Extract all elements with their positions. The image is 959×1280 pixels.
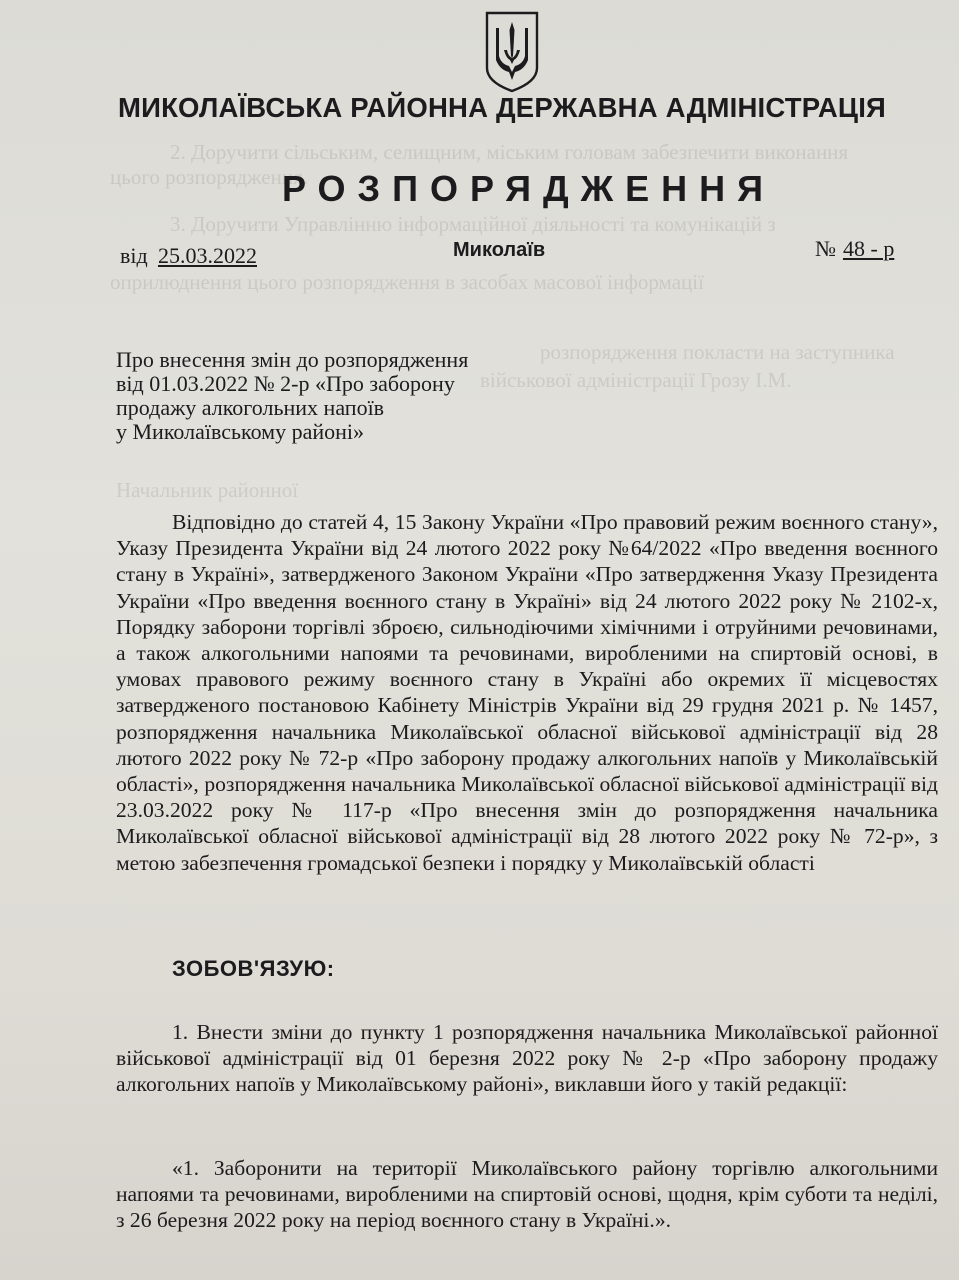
show-through-text: Начальник районної (116, 478, 299, 502)
document-date: 25.03.2022 (158, 243, 257, 268)
show-through-text: військової адміністрації Грозу І.М. (480, 368, 792, 392)
order-heading: ЗОБОВ'ЯЗУЮ: (172, 956, 335, 981)
date-label: від (120, 243, 148, 268)
trident-coat-of-arms-icon (483, 10, 541, 94)
city-name: Миколаїв (453, 239, 546, 261)
item-1-paragraph (116, 1019, 938, 1098)
subject-line: продажу алкогольних напоїв (116, 395, 385, 420)
show-through-text: 3. Доручити Управлінню інформаційної діяльності та комунікацій з (170, 212, 776, 236)
preamble-paragraph (116, 509, 938, 876)
show-through-text: цього розпорядження. (110, 165, 308, 189)
document-number: 48 - р (843, 236, 895, 261)
subject-line: Про внесення змін до розпорядження (116, 347, 469, 372)
subject-block (116, 348, 536, 444)
show-through-text: 2. Доручити сільським, селищним, міським головам забезпечити виконання (170, 140, 849, 164)
document-type-title: РОЗПОРЯДЖЕННЯ (282, 168, 776, 209)
subject-line: від 01.03.2022 № 2-р «Про заборону (116, 371, 455, 396)
subject-line: у Миколаївському районі» (116, 419, 365, 444)
show-through-text: розпорядження покласти на заступника (540, 340, 895, 364)
show-through-text: оприлюднення цього розпорядження в засобах масової інформації (110, 270, 704, 294)
preamble-text: Відповідно до статей 4, 15 Закону України «Про правовий режим воєнного стану», Указу Президента України від 24 лютого 2022 року №64/2022 «Про введення воєнного стану в Україні», затвердженого Законом України «Про затвердження Указу Президента України «Про введення воєнного стану в Україні» від 24 лютого 2022 року № 2102-х, Порядку заборони торгівлі зброєю, сильнодіючими хімічними і отруйними речовинами, а також алкогольними напоями та речовинами, виробленими на спиртовій основі, в умовах правового режиму воєнного стану в Україні або окремих її місцевостях затвердженого постановою Кабінету Міністрів України від 29 грудня 2021 р. № 1457, розпорядження начальника Миколаївської обласної військової адміністрації від 28 лютого 2022 року № 72-р «Про заборону продажу алкогольних напоїв у Миколаївській області», розпорядження начальника Миколаївської обласної військової адміністрації від 23.03.2022 року № 117-р «Про внесення змін до розпорядження начальника Миколаївської обласної військової адміністрації від 28 лютого 2022 року № 72-р», з метою забезпечення громадської безпеки і порядку у Миколаївській області (116, 510, 938, 875)
item-1-text: 1. Внести зміни до пункту 1 розпорядження начальника Миколаївської районної військової адміністрації від 01 березня 2022 року № 2-р «Про заборону продажу алкогольних напоїв у Миколаївському районі», виклавши його у такій редакції: (116, 1020, 938, 1097)
item-1-quote-paragraph (116, 1155, 938, 1234)
organization-name: МИКОЛАЇВСЬКА РАЙОННА ДЕРЖАВНА АДМІНІСТРАЦІЯ (118, 92, 887, 123)
number-label: № (815, 236, 836, 261)
item-1-quote-text: «1. Заборонити на території Миколаївського району торгівлю алкогольними напоями та речовинами, виробленими на спиртовій основі, щодня, крім суботи та неділі, з 26 березня 2022 року на період воєнного стану в Україні.». (116, 1156, 938, 1233)
